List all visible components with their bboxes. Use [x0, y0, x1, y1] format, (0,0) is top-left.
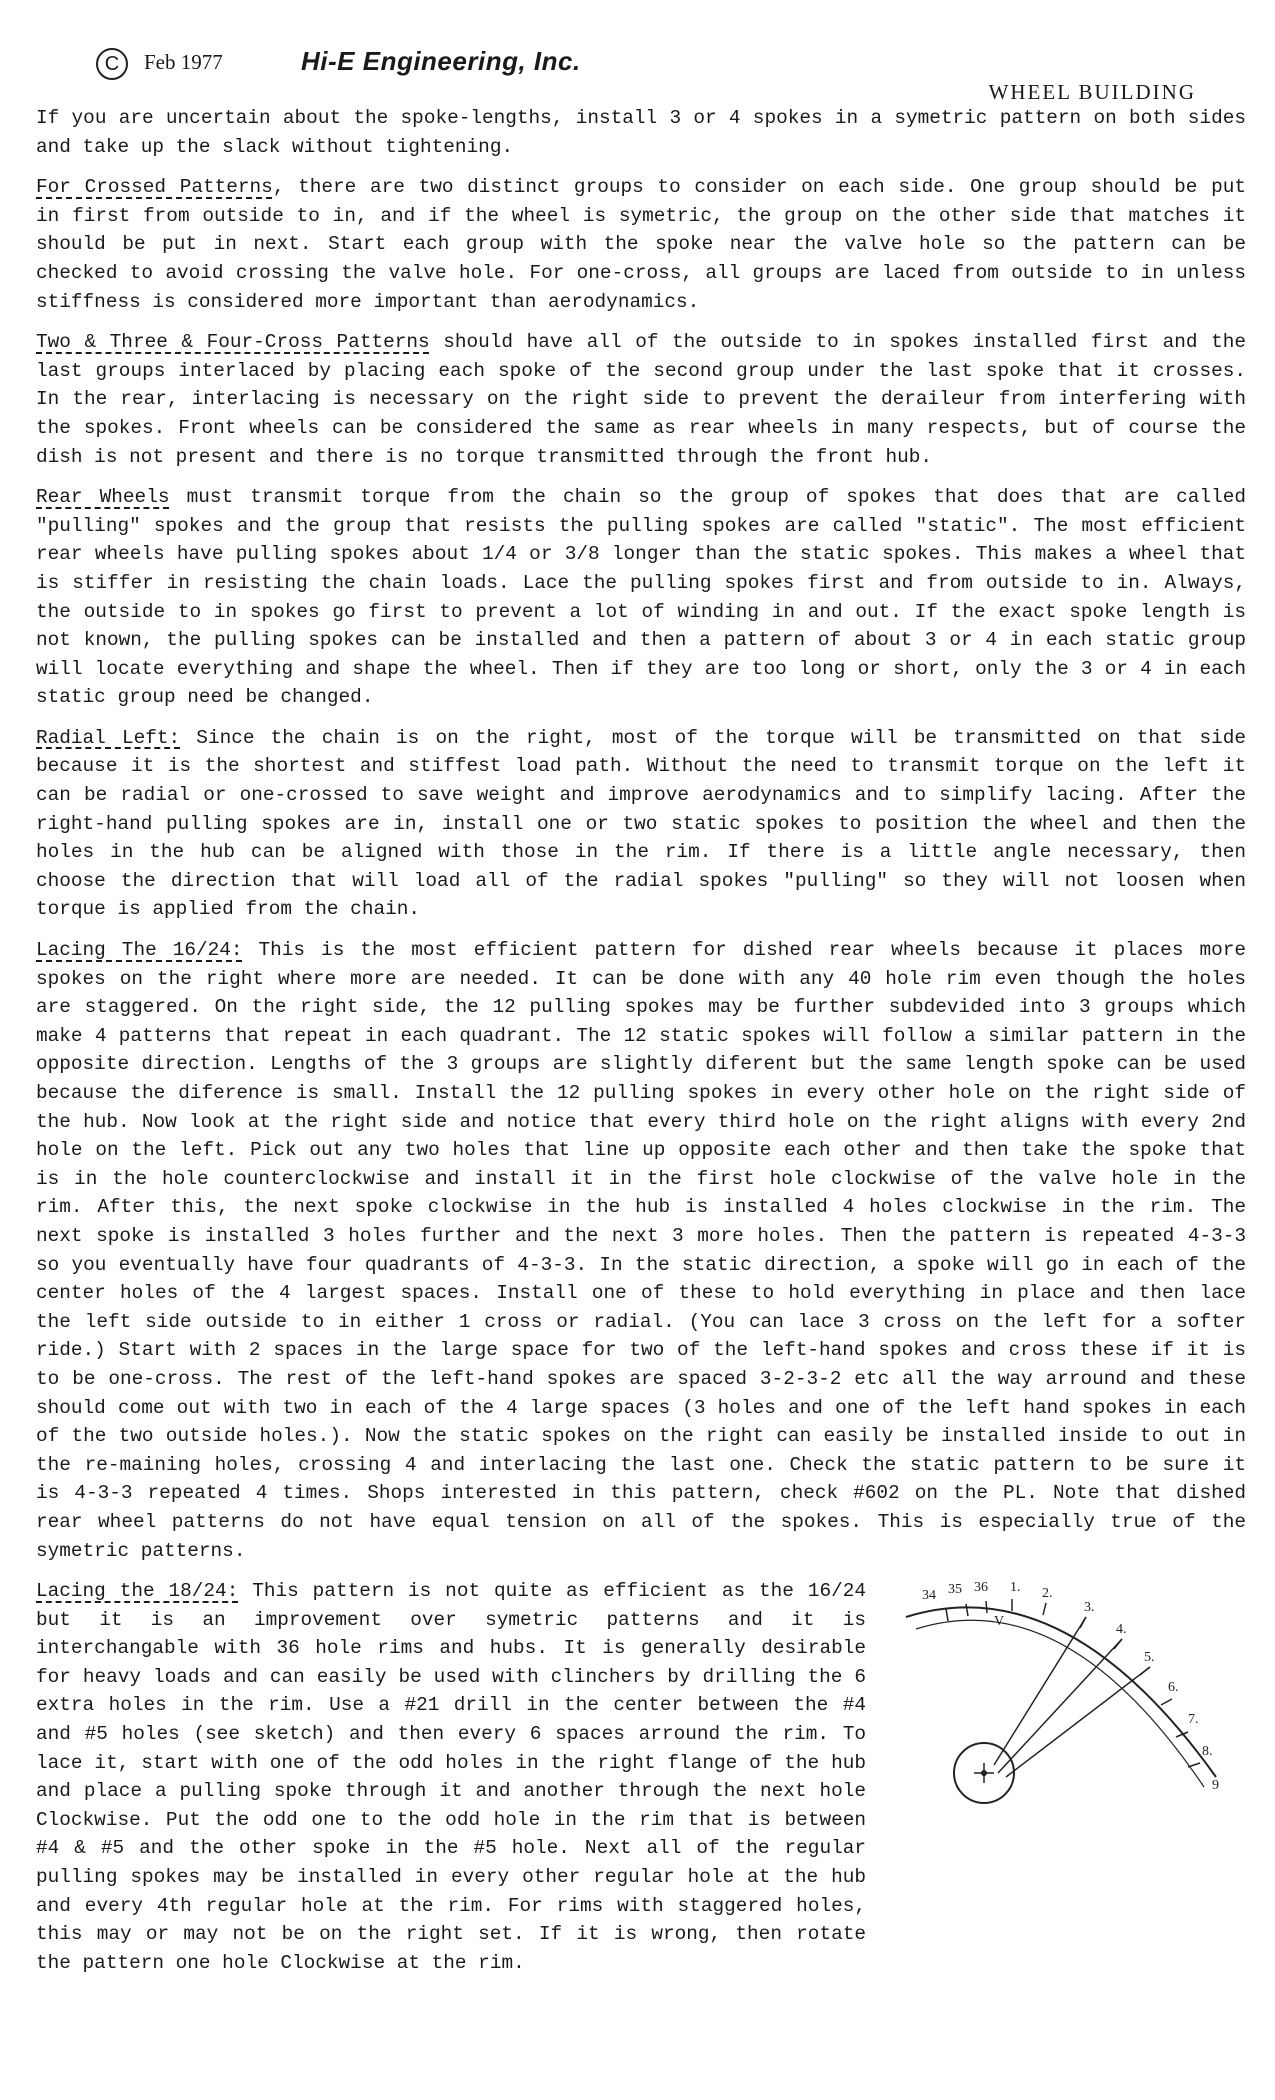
sketch-label: 3. — [1084, 1600, 1095, 1616]
sketch-label: 34 — [922, 1588, 936, 1604]
paragraph-lacing-16-24: Lacing The 16/24: This is the most efficient pattern for dished rear wheels because it places more spokes on the right where more are needed. It can be done with any 40 hole rim even though the holes are staggered. On the right side, the 12 pulling spokes may be further subdevided into 3 groups which make 4 patterns that repeat in each quadrant. The 12 static spokes will follow a similar pattern in the opposite direction. Lengths of the 3 groups are slightly diferent but the same length spoke can be used because the diference is small. Install the 12 pulling spokes in every other hole on the right side of the hub. Now look at the right side and notice that every third hole on the right aligns with every 2nd hole on the left. Pick out any two holes that line up opposite each other and then take the spoke that is in the hole counterclockwise and install it in the first hole clockwise of the valve hole in the rim. After this, the next spoke clockwise in the hub is installed 4 holes clockwise in the rim. The next spoke is installed 3 holes further and the next 3 more holes. Then the pattern is repeated 4-3-3 so you eventually have four quadrants of 4-3-3. In the static direction, a spoke will go in each of the center holes of the 4 largest spaces. Install one of these to hold everything in place and then lace the left side outside to in either 1 cross or radial. (You can lace 3 cross on the left for a softer ride.) Start with 2 spaces in the large space for two of the left-hand spokes and cross these if it is to be one-cross. The rest of the left-hand spokes are spaced 3-2-3-2 etc all the way arround and these should come out with two in each of the 4 large spaces (3 holes and one of the left hand spokes in each of the two outside holes.). Now the static spokes on the right can easily be installed inside to out in the re-maining holes, crossing 4 and interlacing the last one. Check the static pattern to be sure it is 4-3-3 repeated 4 times. Shops interested in this pattern, check #602 on the PL. Note that dished rear wheel patterns do not have equal tension on all of the spokes. This is especially true of the symetric patterns. — [36, 939, 1246, 1562]
paragraph-multi-cross: Two & Three & Four-Cross Patterns should have all of the outside to in spokes installed first and the last groups interlaced by placing each spoke of the second group under the last spoke that it crosses. In the rear, interlacing is necessary on the right side to prevent the deraileur from interfering with the spokes. Front wheels can be considered the same as rear wheels in many respects, but of course the dish is not present and there is no torque transmitted through the front hub. — [36, 331, 1246, 468]
paragraph-lacing-18-24-block — [36, 1577, 1246, 1977]
paragraph-radial-left: Radial Left: Since the chain is on the right, most of the torque will be transmitted on that side because it is the shortest and stiffest load path. Without the need to transmit torque on the left it can be radial or one-crossed to save weight and improve aerodynamics and to simplify lacing. After the right-hand pulling spokes are in, install one or two static spokes to position the wheel and then the holes in the hub can be aligned with those in the rim. If there is a little angle necessary, then choose the direction that will load all of the radial spokes "pulling" so they will not loosen when torque is applied from the chain. — [36, 726, 1246, 921]
paragraph-heading: For Crossed Patterns — [36, 176, 273, 199]
sketch-label: 36 — [974, 1580, 988, 1596]
sketch-label: 35 — [948, 1582, 962, 1598]
sketch-label: 4. — [1116, 1622, 1127, 1638]
paragraph-heading: Radial Left: — [36, 726, 181, 749]
sketch-label: 6. — [1168, 1680, 1179, 1696]
copyright-icon: C — [96, 48, 128, 80]
header-date: Feb 1977 — [144, 50, 223, 74]
rim-hub-sketch — [886, 1577, 1246, 1807]
paragraph-heading: Lacing The 16/24: — [36, 939, 243, 962]
sketch-label: 9 — [1212, 1778, 1219, 1794]
document-body — [36, 104, 1246, 1989]
sketch-label: 7. — [1188, 1712, 1199, 1728]
paragraph-heading: Lacing the 18/24: — [36, 1580, 239, 1603]
valve-mark: V — [994, 1614, 1005, 1630]
sketch-label: 1. — [1010, 1580, 1021, 1596]
paragraph-intro: If you are uncertain about the spoke-lengths, install 3 or 4 spokes in a symetric pattern on both sides and take up the slack without tightening. — [36, 107, 1246, 158]
paragraph-rear-wheels: Rear Wheels must transmit torque from the chain so the group of spokes that does that are called "pulling" spokes and the group that resists the pulling spokes are called "static". The most efficient rear wheels have pulling spokes about 1/4 or 3/8 longer than the static spokes. This makes a wheel that is stiffer in resisting the chain loads. Lace the pulling spokes first and from outside to in. Always, the outside to in spokes go first to prevent a lot of winding in and out. If the exact spoke length is not known, the pulling spokes can be installed and then a pattern of about 3 or 4 in each static group will locate everything and shape the wheel. Then if they are too long or short, only the 3 or 4 in each static group need be changed. — [36, 486, 1246, 709]
paragraph-heading: Rear Wheels — [36, 486, 170, 509]
sketch-label: 5. — [1144, 1650, 1155, 1666]
sketch-label: 8. — [1202, 1744, 1213, 1760]
company-name: Hi-E Engineering, Inc. — [301, 46, 581, 76]
page-header — [96, 40, 1236, 104]
paragraph-lacing-18-24: Lacing the 18/24: This pattern is not quite as efficient as the 16/24 but it is an improvement over symetric patterns and it is interchangable with 36 hole rims and hubs. It is generally desirable for heavy loads and can easily be used with clinchers by drilling the 6 extra holes in the rim. Use a #21 drill in the center between the #4 and #5 holes (see sketch) and then every 6 spaces arround the rim. To lace it, start with one of the odd holes in the right flange of the hub and place a pulling spoke through it and another through the next hole Clockwise. Put the odd one to the odd hole in the rim that is between #4 & #5 and the other spoke in the #5 hole. Next all of the regular pulling spokes may be installed in every other regular hole at the hub and every 4th regular hole at the rim. For rims with staggered holes, this may or may not be on the right set. If it is wrong, then rotate the pattern one hole Clockwise at the rim. — [36, 1580, 866, 1974]
paragraph-crossed-patterns: For Crossed Patterns, there are two distinct groups to consider on each side. One group should be put in first from outside to in, and if the wheel is symetric, the group on the other side that matches it should be put in next. Start each group with the spoke near the valve hole so the pattern can be checked to avoid crossing the valve hole. For one-cross, all groups are laced from outside to in unless stiffness is considered more important than aerodynamics. — [36, 176, 1246, 313]
sketch-label: 2. — [1042, 1586, 1053, 1602]
paragraph-heading: Two & Three & Four-Cross Patterns — [36, 331, 430, 354]
section-title: WHEEL BUILDING — [988, 80, 1196, 104]
